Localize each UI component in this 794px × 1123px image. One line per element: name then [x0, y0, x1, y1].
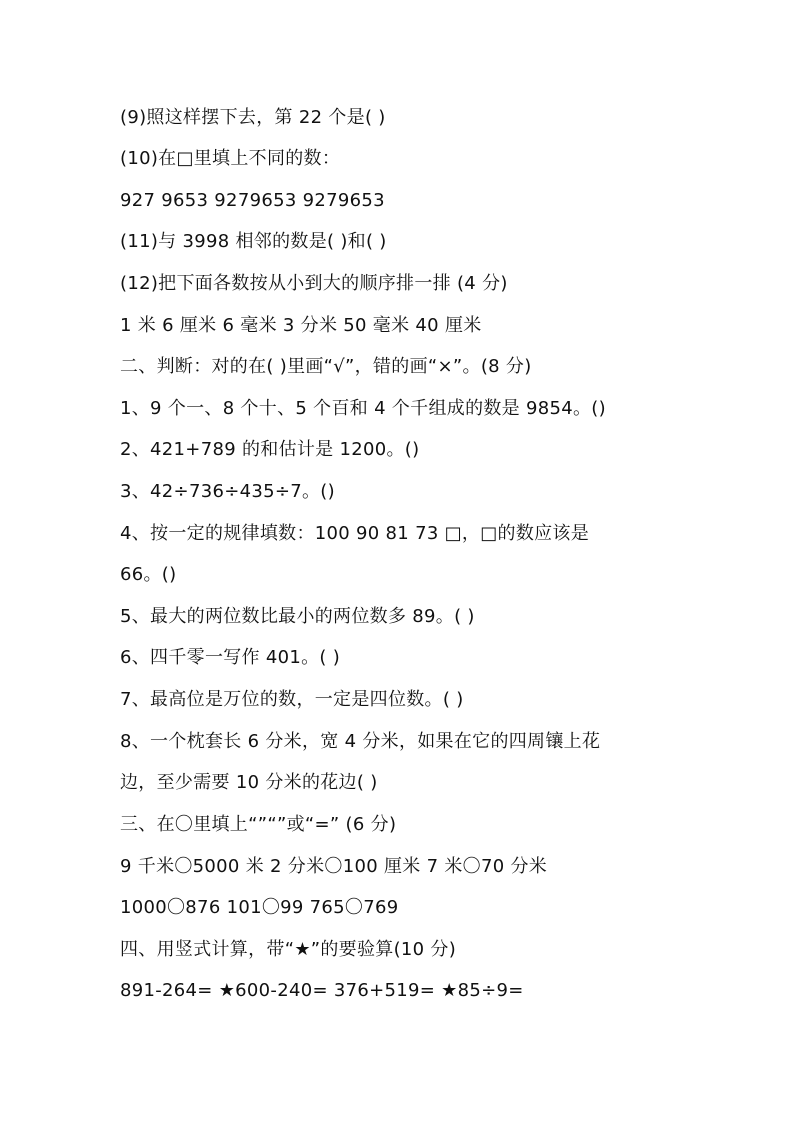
question-9: (9)照这样摆下去，第 22 个是( ) — [120, 107, 386, 128]
judge-item-8: 8、一个枕套长 6 分米，宽 4 分米，如果在它的四周镶上花 — [120, 731, 601, 752]
section-2-heading: 二、判断：对的在( )里画“√”，错的画“×”。(8 分) — [120, 356, 532, 377]
compare-row-1: 9 千米〇5000 米 2 分米〇100 厘米 7 米〇70 分米 — [120, 856, 548, 877]
judge-item-6: 6、四千零一写作 401。( ) — [120, 647, 341, 668]
section-4-heading: 四、用竖式计算，带“★”的要验算(10 分) — [120, 939, 457, 960]
question-10-numbers: 927 9653 9279653 9279653 — [120, 190, 385, 211]
question-12-items: 1 米 6 厘米 6 毫米 3 分米 50 毫米 40 厘米 — [120, 315, 482, 336]
calculation-row: 891-264= ★600-240= 376+519= ★85÷9= — [120, 980, 524, 1001]
judge-item-3: 3、42÷736÷435÷7。() — [120, 481, 335, 502]
judge-item-1: 1、9 个一、8 个十、5 个百和 4 个千组成的数是 9854。() — [120, 398, 606, 419]
judge-item-5: 5、最大的两位数比最小的两位数多 89。( ) — [120, 606, 475, 627]
section-3-heading: 三、在〇里填上“”“”或“=” (6 分) — [120, 814, 397, 835]
question-12: (12)把下面各数按从小到大的顺序排一排 (4 分) — [120, 273, 508, 294]
judge-item-4-continued: 66。() — [120, 564, 177, 585]
judge-item-7: 7、最高位是万位的数，一定是四位数。( ) — [120, 689, 464, 710]
question-10: (10)在□里填上不同的数： — [120, 148, 341, 169]
judge-item-4: 4、按一定的规律填数：100 90 81 73 □，□的数应该是 — [120, 523, 590, 544]
compare-row-2: 1000〇876 101〇99 765〇769 — [120, 897, 399, 918]
judge-item-8-continued: 边，至少需要 10 分米的花边( ) — [120, 772, 378, 793]
question-11: (11)与 3998 相邻的数是( )和( ) — [120, 231, 387, 252]
judge-item-2: 2、421+789 的和估计是 1200。() — [120, 439, 420, 460]
